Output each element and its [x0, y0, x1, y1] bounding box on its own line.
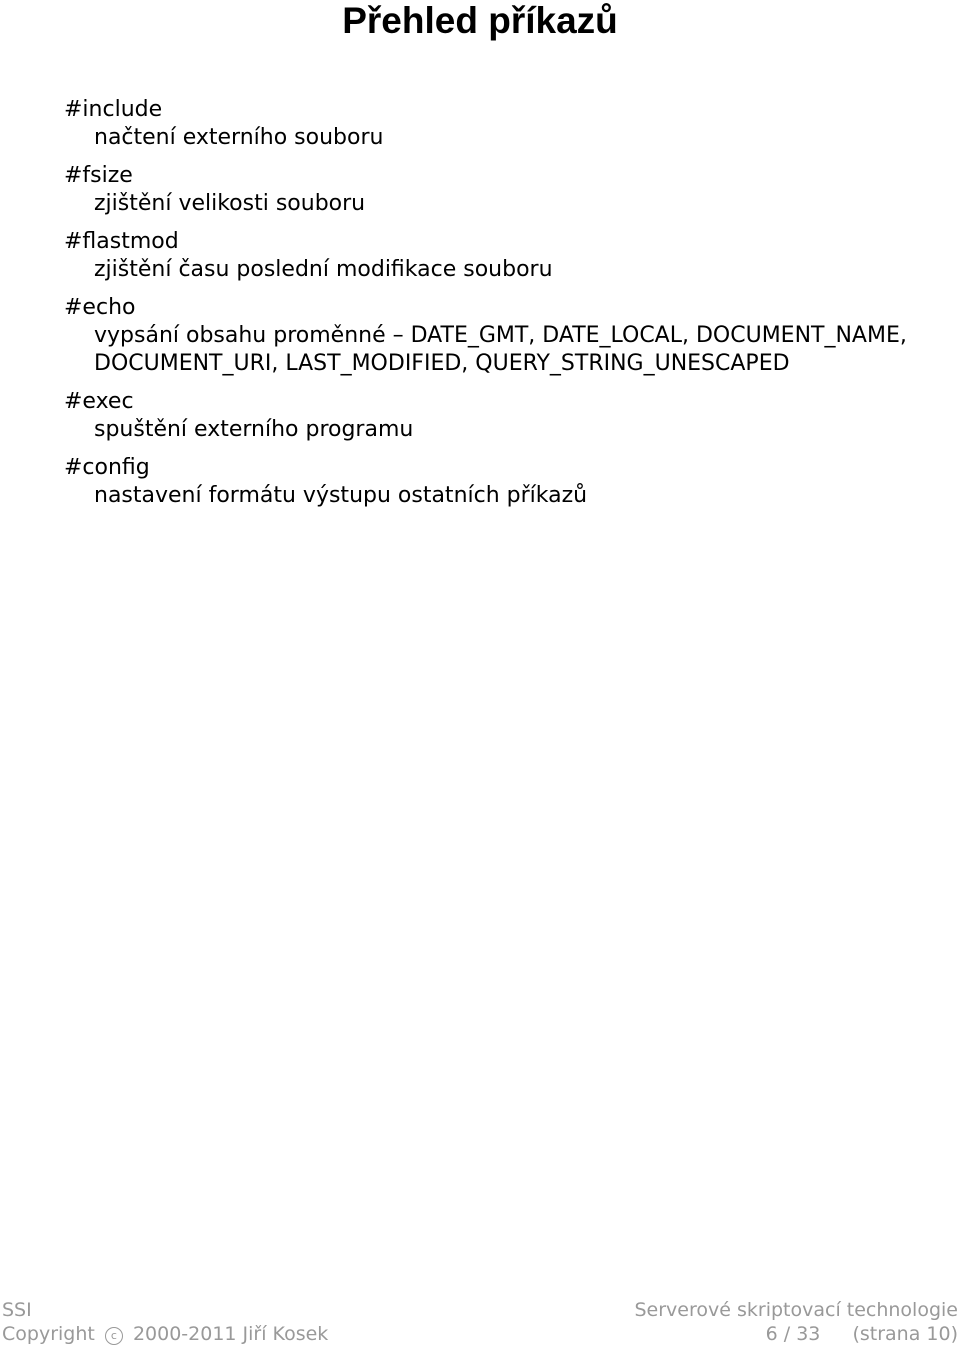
- command-item: [64, 388, 944, 444]
- command-description: načtení externího souboru: [94, 125, 384, 150]
- command-name: #config: [64, 455, 150, 480]
- copyright-label: Copyright: [2, 1323, 95, 1345]
- command-description: zjištění času poslední modifikace souboru: [94, 257, 553, 282]
- copyright-icon: c: [105, 1327, 123, 1345]
- command-item: [64, 96, 944, 152]
- command-name: #include: [64, 97, 163, 122]
- page-number: 6 / 33: [765, 1323, 821, 1345]
- command-name: #echo: [64, 295, 136, 320]
- footer-pagination: [766, 1321, 958, 1347]
- page-title: Přehled příkazů: [342, 0, 618, 41]
- command-item: [64, 454, 944, 510]
- command-item: [64, 162, 944, 218]
- command-item: [64, 294, 944, 378]
- command-description: vypsání obsahu proměnné – DATE_GMT, DATE_LOCAL, DOCUMENT_NAME, DOCUMENT_URI, LAST_MODIFIED, QUERY_STRING_UNESCAPED: [94, 323, 907, 376]
- page-total: (strana 10): [852, 1323, 958, 1345]
- command-description: spuštění externího programu: [94, 417, 414, 442]
- command-description: nastavení formátu výstupu ostatních příkazů: [94, 483, 588, 508]
- footer-course: Serverové skriptovací technologie: [634, 1299, 958, 1321]
- command-list: [64, 96, 944, 520]
- command-name: #fsize: [64, 163, 133, 188]
- command-name: #exec: [64, 389, 134, 414]
- copyright-years: 2000-2011 Jiří Kosek: [132, 1323, 329, 1345]
- command-name: #flastmod: [64, 229, 179, 254]
- footer-section: SSI: [2, 1299, 32, 1321]
- footer-copyright: [2, 1321, 328, 1347]
- command-description: zjištění velikosti souboru: [94, 191, 366, 216]
- command-item: [64, 228, 944, 284]
